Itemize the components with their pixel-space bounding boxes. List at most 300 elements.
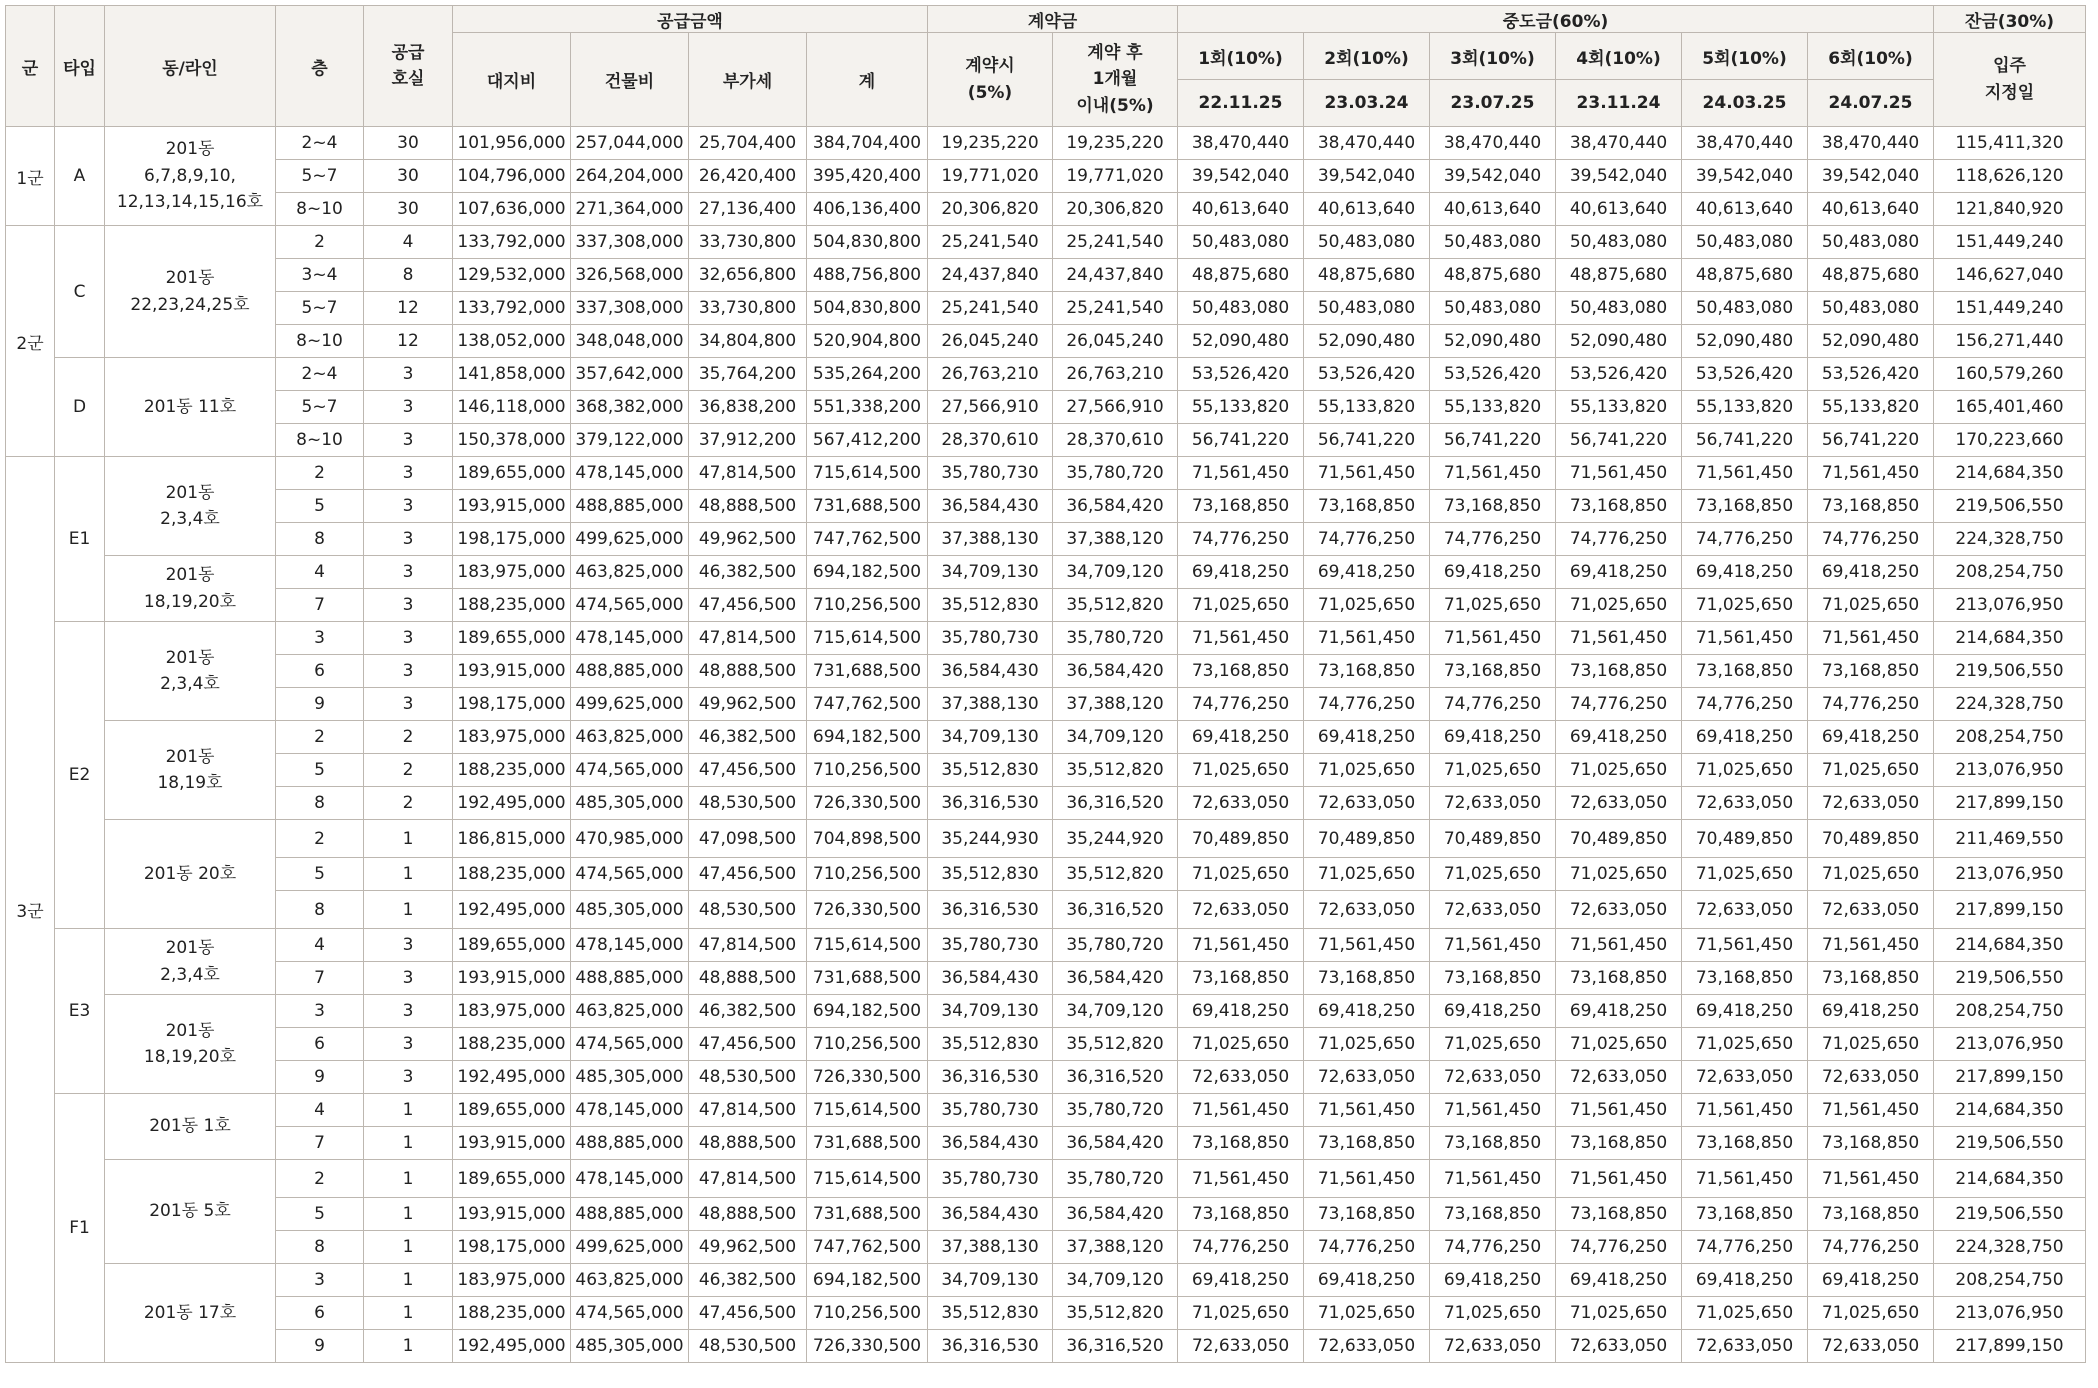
land-cell: 188,235,000 <box>453 1028 571 1061</box>
deposit-at-contract-cell: 36,316,530 <box>928 1330 1053 1363</box>
floor-cell: 5~7 <box>276 391 364 424</box>
units-cell: 3 <box>364 622 453 655</box>
price-table-container <box>5 5 2086 1363</box>
total-cell: 395,420,400 <box>807 160 928 193</box>
middle-round-6-cell: 71,561,450 <box>1808 929 1934 962</box>
units-cell: 3 <box>364 688 453 721</box>
vat-cell: 47,456,500 <box>689 589 807 622</box>
middle-round-6-cell: 53,526,420 <box>1808 358 1934 391</box>
middle-round-1-cell: 53,526,420 <box>1178 358 1304 391</box>
land-cell: 188,235,000 <box>453 858 571 891</box>
middle-round-4-cell: 71,561,450 <box>1556 929 1682 962</box>
table-row <box>6 995 2086 1028</box>
middle-round-4-cell: 71,025,650 <box>1556 858 1682 891</box>
floor-cell: 7 <box>276 1127 364 1160</box>
total-cell: 694,182,500 <box>807 995 928 1028</box>
building-cell: 485,305,000 <box>571 1330 689 1363</box>
middle-round-6-cell: 52,090,480 <box>1808 325 1934 358</box>
table-row <box>6 589 2086 622</box>
middle-round-2-cell: 71,025,650 <box>1304 589 1430 622</box>
units-cell: 30 <box>364 160 453 193</box>
type-cell: D <box>55 358 105 457</box>
middle-round-6-cell: 55,133,820 <box>1808 391 1934 424</box>
middle-round-1-cell: 52,090,480 <box>1178 325 1304 358</box>
total-cell: 715,614,500 <box>807 1094 928 1127</box>
balance-cell: 121,840,920 <box>1934 193 2086 226</box>
balance-cell: 219,506,550 <box>1934 655 2086 688</box>
floor-cell: 2 <box>276 1160 364 1198</box>
units-cell: 3 <box>364 457 453 490</box>
units-cell: 1 <box>364 891 453 929</box>
middle-round-1-cell: 73,168,850 <box>1178 1198 1304 1231</box>
total-cell: 694,182,500 <box>807 556 928 589</box>
table-row <box>6 160 2086 193</box>
deposit-at-contract-cell: 35,780,730 <box>928 929 1053 962</box>
land-cell: 198,175,000 <box>453 523 571 556</box>
units-cell: 1 <box>364 1127 453 1160</box>
table-row <box>6 1127 2086 1160</box>
middle-round-1-cell: 71,561,450 <box>1178 929 1304 962</box>
middle-round-3-cell: 52,090,480 <box>1430 325 1556 358</box>
deposit-after-cell: 36,316,520 <box>1053 787 1178 820</box>
deposit-after-cell: 37,388,120 <box>1053 523 1178 556</box>
middle-round-3-cell: 71,561,450 <box>1430 1160 1556 1198</box>
building-cell: 379,122,000 <box>571 424 689 457</box>
middle-round-2-cell: 38,470,440 <box>1304 127 1430 160</box>
middle-round-4-cell: 73,168,850 <box>1556 1198 1682 1231</box>
deposit-at-contract-cell: 34,709,130 <box>928 721 1053 754</box>
table-row <box>6 193 2086 226</box>
units-cell: 3 <box>364 1061 453 1094</box>
middle-round-6-cell: 74,776,250 <box>1808 688 1934 721</box>
middle-round-2-cell: 71,561,450 <box>1304 1160 1430 1198</box>
header-middle-round-5: 5회(10%) <box>1682 33 1808 80</box>
middle-round-6-cell: 71,025,650 <box>1808 589 1934 622</box>
middle-round-1-cell: 71,561,450 <box>1178 1160 1304 1198</box>
middle-round-6-cell: 72,633,050 <box>1808 1330 1934 1363</box>
balance-cell: 160,579,260 <box>1934 358 2086 391</box>
land-cell: 193,915,000 <box>453 490 571 523</box>
table-row <box>6 457 2086 490</box>
building-cell: 488,885,000 <box>571 490 689 523</box>
vat-cell: 46,382,500 <box>689 1264 807 1297</box>
middle-round-1-cell: 73,168,850 <box>1178 490 1304 523</box>
deposit-after-cell: 35,244,920 <box>1053 820 1178 858</box>
floor-cell: 3 <box>276 995 364 1028</box>
floor-cell: 6 <box>276 655 364 688</box>
deposit-at-contract-cell: 35,512,830 <box>928 1297 1053 1330</box>
deposit-at-contract-cell: 35,512,830 <box>928 1028 1053 1061</box>
floor-cell: 2 <box>276 226 364 259</box>
middle-round-2-cell: 72,633,050 <box>1304 787 1430 820</box>
floor-cell: 8 <box>276 523 364 556</box>
units-cell: 3 <box>364 1028 453 1061</box>
middle-round-4-cell: 69,418,250 <box>1556 995 1682 1028</box>
vat-cell: 48,888,500 <box>689 490 807 523</box>
table-row <box>6 891 2086 929</box>
land-cell: 186,815,000 <box>453 820 571 858</box>
land-cell: 101,956,000 <box>453 127 571 160</box>
units-cell: 2 <box>364 754 453 787</box>
units-cell: 1 <box>364 1330 453 1363</box>
dong-line-cell: 201동 18,19,20호 <box>105 995 276 1094</box>
middle-round-5-cell: 71,561,450 <box>1682 1094 1808 1127</box>
land-cell: 129,532,000 <box>453 259 571 292</box>
middle-round-5-cell: 74,776,250 <box>1682 688 1808 721</box>
deposit-after-cell: 35,512,820 <box>1053 1028 1178 1061</box>
units-cell: 3 <box>364 929 453 962</box>
middle-round-2-cell: 53,526,420 <box>1304 358 1430 391</box>
middle-round-5-cell: 69,418,250 <box>1682 1264 1808 1297</box>
balance-cell: 217,899,150 <box>1934 891 2086 929</box>
land-cell: 192,495,000 <box>453 787 571 820</box>
middle-round-1-cell: 71,025,650 <box>1178 1297 1304 1330</box>
middle-round-5-cell: 71,025,650 <box>1682 589 1808 622</box>
middle-round-5-cell: 72,633,050 <box>1682 787 1808 820</box>
table-row <box>6 1264 2086 1297</box>
header-middle-date-3: 23.07.25 <box>1430 80 1556 127</box>
floor-cell: 2 <box>276 457 364 490</box>
vat-cell: 48,888,500 <box>689 962 807 995</box>
building-cell: 326,568,000 <box>571 259 689 292</box>
balance-cell: 214,684,350 <box>1934 622 2086 655</box>
total-cell: 384,704,400 <box>807 127 928 160</box>
balance-cell: 170,223,660 <box>1934 424 2086 457</box>
land-cell: 189,655,000 <box>453 1160 571 1198</box>
building-cell: 470,985,000 <box>571 820 689 858</box>
middle-round-2-cell: 71,025,650 <box>1304 1028 1430 1061</box>
header-land: 대지비 <box>453 33 571 127</box>
deposit-at-contract-cell: 34,709,130 <box>928 995 1053 1028</box>
middle-round-4-cell: 71,561,450 <box>1556 457 1682 490</box>
total-cell: 726,330,500 <box>807 787 928 820</box>
units-cell: 30 <box>364 127 453 160</box>
land-cell: 141,858,000 <box>453 358 571 391</box>
vat-cell: 33,730,800 <box>689 292 807 325</box>
header-middle-date-2: 23.03.24 <box>1304 80 1430 127</box>
deposit-after-cell: 36,584,420 <box>1053 1127 1178 1160</box>
middle-round-5-cell: 72,633,050 <box>1682 1330 1808 1363</box>
land-cell: 193,915,000 <box>453 1198 571 1231</box>
deposit-after-cell: 26,763,210 <box>1053 358 1178 391</box>
middle-round-1-cell: 69,418,250 <box>1178 556 1304 589</box>
units-cell: 2 <box>364 787 453 820</box>
floor-cell: 3 <box>276 622 364 655</box>
deposit-after-cell: 36,316,520 <box>1053 891 1178 929</box>
middle-round-4-cell: 74,776,250 <box>1556 1231 1682 1264</box>
vat-cell: 27,136,400 <box>689 193 807 226</box>
table-row <box>6 424 2086 457</box>
balance-cell: 214,684,350 <box>1934 457 2086 490</box>
middle-round-2-cell: 73,168,850 <box>1304 655 1430 688</box>
land-cell: 107,636,000 <box>453 193 571 226</box>
floor-cell: 5~7 <box>276 160 364 193</box>
table-row <box>6 259 2086 292</box>
total-cell: 715,614,500 <box>807 457 928 490</box>
middle-round-2-cell: 71,561,450 <box>1304 622 1430 655</box>
header-middle-round-1: 1회(10%) <box>1178 33 1304 80</box>
middle-round-5-cell: 39,542,040 <box>1682 160 1808 193</box>
middle-round-3-cell: 70,489,850 <box>1430 820 1556 858</box>
middle-round-5-cell: 48,875,680 <box>1682 259 1808 292</box>
deposit-after-cell: 35,780,720 <box>1053 457 1178 490</box>
balance-cell: 151,449,240 <box>1934 292 2086 325</box>
building-cell: 499,625,000 <box>571 688 689 721</box>
middle-round-6-cell: 39,542,040 <box>1808 160 1934 193</box>
deposit-after-cell: 34,709,120 <box>1053 556 1178 589</box>
table-row <box>6 358 2086 391</box>
middle-round-3-cell: 71,025,650 <box>1430 589 1556 622</box>
middle-round-1-cell: 72,633,050 <box>1178 787 1304 820</box>
type-cell: E1 <box>55 457 105 622</box>
deposit-at-contract-cell: 36,316,530 <box>928 787 1053 820</box>
deposit-at-contract-cell: 19,235,220 <box>928 127 1053 160</box>
middle-round-4-cell: 71,561,450 <box>1556 1160 1682 1198</box>
table-row <box>6 490 2086 523</box>
balance-cell: 214,684,350 <box>1934 1160 2086 1198</box>
balance-cell: 213,076,950 <box>1934 589 2086 622</box>
header-supply-price: 공급금액 <box>453 6 928 33</box>
middle-round-6-cell: 72,633,050 <box>1808 1061 1934 1094</box>
middle-round-6-cell: 71,561,450 <box>1808 622 1934 655</box>
middle-round-6-cell: 69,418,250 <box>1808 995 1934 1028</box>
middle-round-1-cell: 72,633,050 <box>1178 891 1304 929</box>
middle-round-1-cell: 50,483,080 <box>1178 292 1304 325</box>
middle-round-1-cell: 38,470,440 <box>1178 127 1304 160</box>
building-cell: 478,145,000 <box>571 457 689 490</box>
middle-round-2-cell: 72,633,050 <box>1304 1061 1430 1094</box>
table-row <box>6 858 2086 891</box>
middle-round-4-cell: 72,633,050 <box>1556 1061 1682 1094</box>
units-cell: 3 <box>364 358 453 391</box>
vat-cell: 32,656,800 <box>689 259 807 292</box>
table-row <box>6 1231 2086 1264</box>
total-cell: 715,614,500 <box>807 622 928 655</box>
middle-round-1-cell: 73,168,850 <box>1178 1127 1304 1160</box>
vat-cell: 47,098,500 <box>689 820 807 858</box>
total-cell: 715,614,500 <box>807 929 928 962</box>
total-cell: 731,688,500 <box>807 1127 928 1160</box>
units-cell: 1 <box>364 820 453 858</box>
deposit-at-contract-cell: 27,566,910 <box>928 391 1053 424</box>
middle-round-5-cell: 73,168,850 <box>1682 1198 1808 1231</box>
deposit-after-cell: 37,388,120 <box>1053 688 1178 721</box>
table-row <box>6 787 2086 820</box>
floor-cell: 6 <box>276 1297 364 1330</box>
middle-round-5-cell: 73,168,850 <box>1682 655 1808 688</box>
deposit-at-contract-cell: 28,370,610 <box>928 424 1053 457</box>
land-cell: 192,495,000 <box>453 1330 571 1363</box>
vat-cell: 47,456,500 <box>689 1297 807 1330</box>
deposit-at-contract-cell: 24,437,840 <box>928 259 1053 292</box>
dong-line-cell: 201동 11호 <box>105 358 276 457</box>
middle-round-6-cell: 73,168,850 <box>1808 1198 1934 1231</box>
units-cell: 2 <box>364 721 453 754</box>
middle-round-1-cell: 56,741,220 <box>1178 424 1304 457</box>
header-building: 건물비 <box>571 33 689 127</box>
middle-round-6-cell: 73,168,850 <box>1808 655 1934 688</box>
building-cell: 264,204,000 <box>571 160 689 193</box>
deposit-after-cell: 25,241,540 <box>1053 226 1178 259</box>
middle-round-3-cell: 71,561,450 <box>1430 1094 1556 1127</box>
deposit-after-cell: 37,388,120 <box>1053 1231 1178 1264</box>
balance-cell: 156,271,440 <box>1934 325 2086 358</box>
middle-round-6-cell: 48,875,680 <box>1808 259 1934 292</box>
deposit-after-cell: 36,584,420 <box>1053 655 1178 688</box>
middle-round-2-cell: 71,561,450 <box>1304 457 1430 490</box>
land-cell: 198,175,000 <box>453 1231 571 1264</box>
middle-round-4-cell: 71,025,650 <box>1556 1028 1682 1061</box>
floor-cell: 5~7 <box>276 292 364 325</box>
middle-round-5-cell: 40,613,640 <box>1682 193 1808 226</box>
middle-round-1-cell: 73,168,850 <box>1178 655 1304 688</box>
building-cell: 257,044,000 <box>571 127 689 160</box>
middle-round-5-cell: 71,025,650 <box>1682 754 1808 787</box>
middle-round-3-cell: 50,483,080 <box>1430 226 1556 259</box>
floor-cell: 7 <box>276 962 364 995</box>
total-cell: 731,688,500 <box>807 655 928 688</box>
building-cell: 463,825,000 <box>571 1264 689 1297</box>
vat-cell: 48,530,500 <box>689 787 807 820</box>
units-cell: 3 <box>364 523 453 556</box>
middle-round-3-cell: 71,561,450 <box>1430 457 1556 490</box>
middle-round-6-cell: 74,776,250 <box>1808 523 1934 556</box>
deposit-at-contract-cell: 36,584,430 <box>928 1198 1053 1231</box>
middle-round-2-cell: 50,483,080 <box>1304 292 1430 325</box>
dong-line-cell: 201동 2,3,4호 <box>105 929 276 995</box>
middle-round-5-cell: 69,418,250 <box>1682 556 1808 589</box>
deposit-after-cell: 27,566,910 <box>1053 391 1178 424</box>
header-middle-round-4: 4회(10%) <box>1556 33 1682 80</box>
units-cell: 4 <box>364 226 453 259</box>
deposit-after-cell: 34,709,120 <box>1053 995 1178 1028</box>
land-cell: 192,495,000 <box>453 1061 571 1094</box>
floor-cell: 5 <box>276 754 364 787</box>
middle-round-2-cell: 48,875,680 <box>1304 259 1430 292</box>
balance-cell: 208,254,750 <box>1934 721 2086 754</box>
middle-round-5-cell: 72,633,050 <box>1682 891 1808 929</box>
middle-round-2-cell: 73,168,850 <box>1304 490 1430 523</box>
vat-cell: 34,804,800 <box>689 325 807 358</box>
header-group: 군 <box>6 6 55 127</box>
deposit-after-cell: 35,512,820 <box>1053 858 1178 891</box>
middle-round-3-cell: 72,633,050 <box>1430 1061 1556 1094</box>
middle-round-3-cell: 73,168,850 <box>1430 1198 1556 1231</box>
units-cell: 1 <box>364 1231 453 1264</box>
middle-round-5-cell: 71,561,450 <box>1682 457 1808 490</box>
middle-round-5-cell: 50,483,080 <box>1682 226 1808 259</box>
building-cell: 485,305,000 <box>571 1061 689 1094</box>
total-cell: 731,688,500 <box>807 1198 928 1231</box>
middle-round-6-cell: 50,483,080 <box>1808 292 1934 325</box>
total-cell: 535,264,200 <box>807 358 928 391</box>
middle-round-6-cell: 74,776,250 <box>1808 1231 1934 1264</box>
middle-round-3-cell: 72,633,050 <box>1430 787 1556 820</box>
balance-cell: 118,626,120 <box>1934 160 2086 193</box>
land-cell: 188,235,000 <box>453 754 571 787</box>
middle-round-6-cell: 69,418,250 <box>1808 721 1934 754</box>
middle-round-4-cell: 74,776,250 <box>1556 688 1682 721</box>
header-supply-units: 공급 호실 <box>364 6 453 127</box>
middle-round-2-cell: 71,561,450 <box>1304 929 1430 962</box>
deposit-after-cell: 36,316,520 <box>1053 1061 1178 1094</box>
total-cell: 726,330,500 <box>807 1330 928 1363</box>
floor-cell: 8~10 <box>276 193 364 226</box>
land-cell: 192,495,000 <box>453 891 571 929</box>
middle-round-4-cell: 72,633,050 <box>1556 891 1682 929</box>
units-cell: 1 <box>364 1198 453 1231</box>
land-cell: 193,915,000 <box>453 1127 571 1160</box>
middle-round-6-cell: 73,168,850 <box>1808 962 1934 995</box>
middle-round-2-cell: 39,542,040 <box>1304 160 1430 193</box>
middle-round-3-cell: 74,776,250 <box>1430 1231 1556 1264</box>
deposit-at-contract-cell: 25,241,540 <box>928 292 1053 325</box>
deposit-at-contract-cell: 34,709,130 <box>928 556 1053 589</box>
middle-round-2-cell: 71,561,450 <box>1304 1094 1430 1127</box>
middle-round-3-cell: 73,168,850 <box>1430 962 1556 995</box>
middle-round-2-cell: 73,168,850 <box>1304 1127 1430 1160</box>
header-middle-round-6: 6회(10%) <box>1808 33 1934 80</box>
floor-cell: 2 <box>276 721 364 754</box>
building-cell: 474,565,000 <box>571 754 689 787</box>
deposit-at-contract-cell: 26,045,240 <box>928 325 1053 358</box>
vat-cell: 48,530,500 <box>689 1330 807 1363</box>
vat-cell: 47,814,500 <box>689 1094 807 1127</box>
middle-round-1-cell: 74,776,250 <box>1178 523 1304 556</box>
middle-round-2-cell: 71,025,650 <box>1304 754 1430 787</box>
header-move-in: 입주 지정일 <box>1934 33 2086 127</box>
middle-round-3-cell: 71,025,650 <box>1430 1028 1556 1061</box>
building-cell: 474,565,000 <box>571 589 689 622</box>
total-cell: 710,256,500 <box>807 589 928 622</box>
building-cell: 488,885,000 <box>571 962 689 995</box>
header-middle-date-6: 24.07.25 <box>1808 80 1934 127</box>
middle-round-2-cell: 50,483,080 <box>1304 226 1430 259</box>
balance-cell: 165,401,460 <box>1934 391 2086 424</box>
building-cell: 499,625,000 <box>571 523 689 556</box>
balance-cell: 213,076,950 <box>1934 1028 2086 1061</box>
header-middle-date-5: 24.03.25 <box>1682 80 1808 127</box>
building-cell: 488,885,000 <box>571 1198 689 1231</box>
middle-round-2-cell: 52,090,480 <box>1304 325 1430 358</box>
total-cell: 726,330,500 <box>807 1061 928 1094</box>
balance-cell: 115,411,320 <box>1934 127 2086 160</box>
middle-round-3-cell: 50,483,080 <box>1430 292 1556 325</box>
middle-round-5-cell: 70,489,850 <box>1682 820 1808 858</box>
vat-cell: 36,838,200 <box>689 391 807 424</box>
middle-round-1-cell: 71,561,450 <box>1178 457 1304 490</box>
floor-cell: 8 <box>276 891 364 929</box>
units-cell: 1 <box>364 858 453 891</box>
middle-round-6-cell: 50,483,080 <box>1808 226 1934 259</box>
deposit-at-contract-cell: 36,584,430 <box>928 655 1053 688</box>
vat-cell: 35,764,200 <box>689 358 807 391</box>
building-cell: 478,145,000 <box>571 1160 689 1198</box>
middle-round-5-cell: 55,133,820 <box>1682 391 1808 424</box>
balance-cell: 224,328,750 <box>1934 523 2086 556</box>
middle-round-1-cell: 69,418,250 <box>1178 995 1304 1028</box>
deposit-at-contract-cell: 36,584,430 <box>928 490 1053 523</box>
deposit-after-cell: 36,584,420 <box>1053 962 1178 995</box>
middle-round-3-cell: 74,776,250 <box>1430 688 1556 721</box>
balance-cell: 224,328,750 <box>1934 688 2086 721</box>
middle-round-6-cell: 71,025,650 <box>1808 858 1934 891</box>
deposit-at-contract-cell: 34,709,130 <box>928 1264 1053 1297</box>
vat-cell: 47,814,500 <box>689 929 807 962</box>
middle-round-4-cell: 69,418,250 <box>1556 721 1682 754</box>
header-middle-date-4: 23.11.24 <box>1556 80 1682 127</box>
balance-cell: 208,254,750 <box>1934 556 2086 589</box>
